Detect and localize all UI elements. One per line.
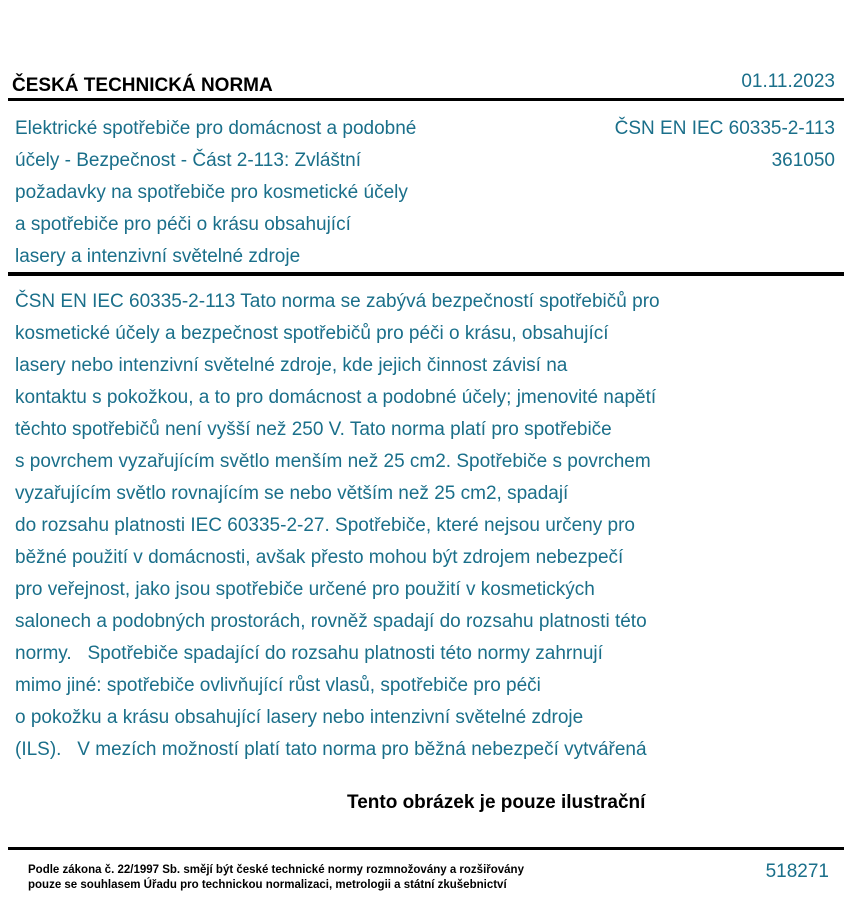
body-line: mimo jiné: spotřebiče ovlivňující růst vlasů, spotřebiče pro péči [15, 675, 541, 696]
header-title: ČESKÁ TECHNICKÁ NORMA [12, 75, 273, 96]
body-line: salonech a podobných prostorách, rovněž spadají do rozsahu platnosti této [15, 611, 647, 632]
standard-code: ČSN EN IEC 60335-2-113 [614, 118, 835, 139]
body-line: (ILS). V mezích možností platí tato norma pro běžná nebezpečí vytvářená [15, 739, 647, 760]
copyright-notice [28, 863, 524, 893]
class-number: 361050 [771, 150, 835, 171]
standard-title-line: požadavky na spotřebiče pro kosmetické účely [15, 182, 408, 203]
body-line: do rozsahu platnosti IEC 60335-2-27. Spotřebiče, které nejsou určeny pro [15, 515, 635, 536]
body-line: vyzařujícím světlo rovnajícím se nebo větším než 25 cm2, spadají [15, 483, 569, 504]
middle-rule [8, 272, 844, 276]
standard-identifiers [615, 113, 835, 177]
illustration-caption: Tento obrázek je pouze ilustrační [347, 792, 646, 813]
standard-title-line: a spotřebiče pro péči o krásu obsahující [15, 214, 351, 235]
header-date: 01.11.2023 [741, 71, 835, 92]
copyright-line: Podle zákona č. 22/1997 Sb. smějí být české technické normy rozmnožovány a rozšiřovány [28, 864, 524, 876]
standard-title [15, 113, 485, 273]
body-line: lasery nebo intenzivní světelné zdroje, kde jejich činnost závisí na [15, 355, 568, 376]
body-line: pro veřejnost, jako jsou spotřebiče určené pro použití v kosmetických [15, 579, 595, 600]
body-line: s povrchem vyzařujícím světlo menším než 25 cm2. Spotřebiče s povrchem [15, 451, 651, 472]
standard-title-line: lasery a intenzivní světelné zdroje [15, 246, 301, 267]
standard-title-line: Elektrické spotřebiče pro domácnost a podobné [15, 118, 417, 139]
standard-title-line: účely - Bezpečnost - Část 2-113: Zvláštní [15, 150, 362, 171]
body-line: kontaktu s pokožkou, a to pro domácnost a podobné účely; jmenovité napětí [15, 387, 657, 408]
copyright-line: pouze se souhlasem Úřadu pro technickou normalizaci, metrologii a státní zkušebnictví [28, 879, 507, 891]
body-line: běžné použití v domácnosti, avšak přesto mohou být zdrojem nebezpečí [15, 547, 624, 568]
top-rule [8, 98, 844, 101]
body-line: ČSN EN IEC 60335-2-113 Tato norma se zabývá bezpečností spotřebičů pro [15, 291, 660, 312]
document-number: 518271 [765, 861, 829, 882]
body-line: kosmetické účely a bezpečnost spotřebičů pro péči o krásu, obsahující [15, 323, 609, 344]
body-line: normy. Spotřebiče spadající do rozsahu platnosti této normy zahrnují [15, 643, 603, 664]
body-line: těchto spotřebičů není vyšší než 250 V. Tato norma platí pro spotřebiče [15, 419, 612, 440]
bottom-rule [8, 847, 844, 850]
body-line: o pokožku a krásu obsahující lasery nebo intenzivní světelné zdroje [15, 707, 584, 728]
